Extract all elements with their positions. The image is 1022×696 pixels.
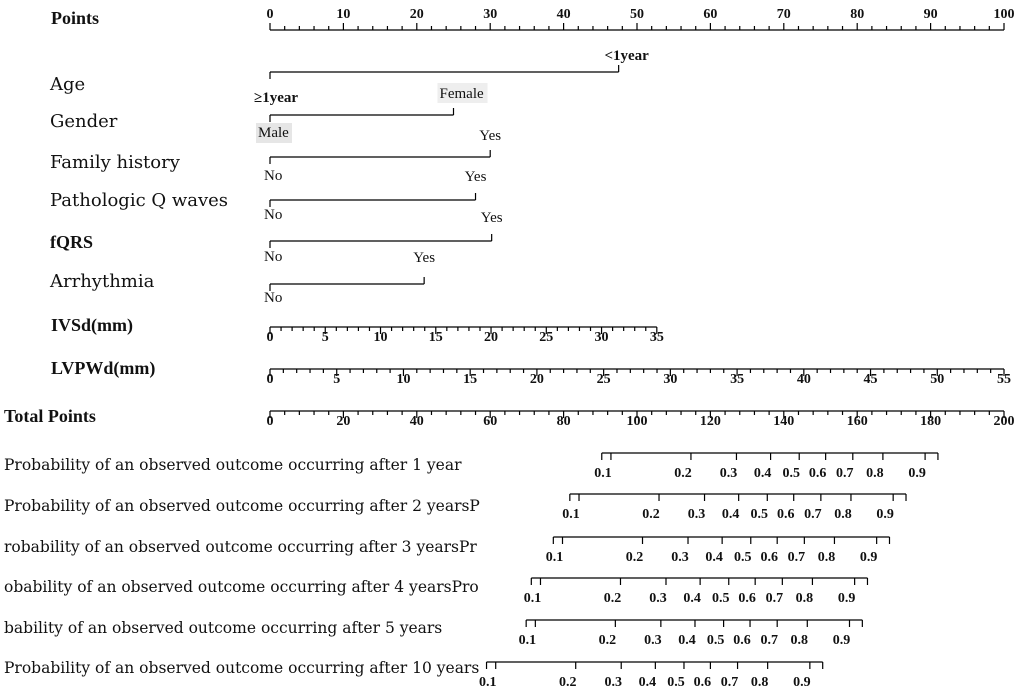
lvpwd-tick-label: 45 bbox=[863, 372, 878, 387]
prob-axis-5-tick-label: 0.6 bbox=[733, 633, 751, 648]
prob-axis-2-tick-label: 0.9 bbox=[876, 507, 894, 522]
prob-label-5y: bability of an observed outcome occurring after 5 years bbox=[4, 619, 443, 637]
points-axis bbox=[51, 8, 99, 28]
gender-level-label: Male bbox=[258, 125, 289, 141]
prob-axis-2-tick-label: 0.8 bbox=[834, 507, 852, 522]
prob-axis-5-tick-label: 0.1 bbox=[518, 633, 537, 648]
prob-axis-5-tick-label: 0.2 bbox=[598, 633, 617, 648]
lvpwd-tick-label: 35 bbox=[730, 372, 745, 387]
prob-axis-2-tick-label: 0.4 bbox=[721, 507, 740, 522]
prob-axis-4-tick-label: 0.5 bbox=[712, 591, 730, 606]
total-points-tick-label: 180 bbox=[920, 414, 942, 429]
prob-axis-4-tick-label: 0.7 bbox=[765, 591, 784, 606]
prob-label-10y: Probability of an observed outcome occurring after 10 years bbox=[4, 659, 480, 677]
family-history-level-label: Yes bbox=[479, 128, 502, 144]
prob-axis-6-tick-label: 0.8 bbox=[750, 675, 769, 690]
prob-axis-4-tick-label: 0.6 bbox=[738, 591, 756, 606]
prob-label-3y: robability of an observed outcome occurring after 3 yearsPr bbox=[4, 538, 477, 556]
prob-axis-3-tick-label: 0.6 bbox=[760, 550, 778, 565]
ivsd-tick-label: 20 bbox=[484, 330, 499, 345]
predictor-label-lvpwd: LVPWd(mm) bbox=[51, 358, 156, 378]
arrhythmia-level-label: No bbox=[264, 290, 283, 306]
total-points-title: Total Points bbox=[4, 406, 96, 426]
prob-axis-6-tick-label: 0.5 bbox=[667, 675, 685, 690]
ivsd-tick-label: 15 bbox=[428, 330, 443, 345]
fqrs-level-label: No bbox=[264, 249, 283, 265]
ivsd-tick-label: 10 bbox=[373, 330, 388, 345]
prob-axis-2-tick-label: 0.5 bbox=[750, 507, 769, 522]
points-axis-tick-label: 50 bbox=[630, 7, 644, 22]
points-axis-tick-label: 70 bbox=[776, 7, 791, 22]
prob-axis-6-tick-label: 0.2 bbox=[558, 675, 577, 690]
prob-label-1y: Probability of an observed outcome occurring after 1 year bbox=[4, 456, 462, 474]
prob-axis-2-tick-label: 0.1 bbox=[562, 507, 580, 522]
fqrs-level-label: Yes bbox=[480, 210, 503, 226]
prob-axis-6-tick-label: 0.9 bbox=[793, 675, 811, 690]
prob-axis-1-tick-label: 0.8 bbox=[866, 466, 884, 481]
family-history-level-label: No bbox=[264, 168, 283, 184]
points-axis-tick-label: 0 bbox=[266, 7, 274, 22]
lvpwd-tick-label: 15 bbox=[463, 372, 478, 387]
prob-axis-3-tick-label: 0.8 bbox=[817, 550, 836, 565]
age-level-label: ≥1year bbox=[254, 90, 299, 106]
prob-axis-5-tick-label: 0.4 bbox=[678, 633, 696, 648]
prob-axis-1-tick-label: 0.9 bbox=[908, 466, 926, 481]
probability-labels bbox=[4, 456, 480, 677]
prob-axis-1-tick-label: 0.4 bbox=[753, 466, 772, 481]
prob-axis-4-tick-label: 0.1 bbox=[523, 591, 542, 606]
prob-label-2y: Probability of an observed outcome occurring after 2 yearsP bbox=[4, 497, 480, 515]
points-axis-title: Points bbox=[51, 8, 100, 28]
prob-axis-5-tick-label: 0.7 bbox=[760, 633, 778, 648]
predictor-label-gender: Gender bbox=[50, 111, 118, 132]
prob-axis-3-tick-label: 0.2 bbox=[625, 550, 644, 565]
points-axis-tick-label: 30 bbox=[483, 7, 498, 22]
prob-axis-3-tick-label: 0.5 bbox=[734, 550, 752, 565]
lvpwd-tick-label: 30 bbox=[663, 372, 678, 387]
prob-axis-4-tick-label: 0.3 bbox=[649, 591, 667, 606]
total-points-tick-label: 160 bbox=[846, 414, 868, 429]
prob-axis-4-tick-label: 0.4 bbox=[683, 591, 701, 606]
lvpwd-tick-label: 25 bbox=[596, 372, 611, 387]
lvpwd-tick-label: 40 bbox=[796, 372, 811, 387]
gender-level-label: Female bbox=[439, 86, 484, 102]
total-points-tick-label: 120 bbox=[699, 414, 721, 429]
pathologic-q-waves-level-label: Yes bbox=[464, 169, 487, 185]
prob-axis-1-tick-label: 0.1 bbox=[594, 466, 612, 481]
points-axis-tick-label: 80 bbox=[850, 7, 865, 22]
ivsd-tick-label: 0 bbox=[266, 330, 274, 345]
prob-axis-2-tick-label: 0.6 bbox=[776, 507, 795, 522]
age-level-label: <1year bbox=[604, 48, 649, 64]
prob-axis-5-tick-label: 0.5 bbox=[706, 633, 725, 648]
prob-axis-6-tick-label: 0.7 bbox=[720, 675, 739, 690]
total-points-tick-label: 80 bbox=[556, 414, 571, 429]
lvpwd-tick-label: 20 bbox=[529, 372, 544, 387]
prob-axis-3-tick-label: 0.9 bbox=[859, 550, 878, 565]
ivsd-tick-label: 35 bbox=[649, 330, 664, 345]
predictor-labels bbox=[49, 74, 228, 379]
prob-axis-3-tick-label: 0.7 bbox=[787, 550, 806, 565]
points-axis-tick-label: 90 bbox=[923, 7, 938, 22]
predictor-label-ivsd: IVSd(mm) bbox=[51, 315, 134, 335]
prob-axis-6-tick-label: 0.4 bbox=[638, 675, 657, 690]
prob-axis-4-tick-label: 0.2 bbox=[603, 591, 622, 606]
total-points-tick-label: 100 bbox=[626, 414, 648, 429]
predictor-label-age: Age bbox=[50, 74, 86, 95]
total-points-tick-label: 60 bbox=[483, 414, 498, 429]
prob-axis-1-tick-label: 0.6 bbox=[808, 466, 827, 481]
prob-axis-3-tick-label: 0.1 bbox=[545, 550, 564, 565]
points-axis-tick-label: 10 bbox=[336, 7, 351, 22]
prob-axis-5-tick-label: 0.9 bbox=[832, 633, 851, 648]
total-points-tick-label: 20 bbox=[336, 414, 351, 429]
points-axis-tick-label: 40 bbox=[556, 7, 571, 22]
prob-axis-6-tick-label: 0.1 bbox=[478, 675, 497, 690]
prob-axis-2-tick-label: 0.3 bbox=[687, 507, 706, 522]
predictor-label-arrhythmia: Arrhythmia bbox=[50, 271, 155, 292]
total-points-tick-label: 40 bbox=[409, 414, 424, 429]
prob-axis-6-tick-label: 0.6 bbox=[693, 675, 712, 690]
pathologic-q-waves-level-label: No bbox=[264, 207, 283, 223]
prob-axis-6-tick-label: 0.3 bbox=[604, 675, 622, 690]
prob-axis-5-tick-label: 0.3 bbox=[644, 633, 662, 648]
arrhythmia-level-label: Yes bbox=[413, 250, 436, 266]
prob-axis-5-tick-label: 0.8 bbox=[790, 633, 809, 648]
predictor-label-fqrs: fQRS bbox=[50, 232, 94, 252]
prob-label-4y: obability of an observed outcome occurring after 4 yearsPro bbox=[4, 578, 479, 596]
points-axis-tick-label: 20 bbox=[409, 7, 424, 22]
prob-axis-1-tick-label: 0.2 bbox=[674, 466, 692, 481]
lvpwd-tick-label: 10 bbox=[396, 372, 411, 387]
total-points-tick-label: 200 bbox=[993, 414, 1015, 429]
ivsd-tick-label: 30 bbox=[594, 330, 609, 345]
lvpwd-tick-label: 0 bbox=[266, 372, 274, 387]
ivsd-tick-label: 25 bbox=[539, 330, 554, 345]
points-axis-tick-label: 60 bbox=[703, 7, 718, 22]
lvpwd-tick-label: 5 bbox=[333, 372, 341, 387]
ivsd-tick-label: 5 bbox=[321, 330, 329, 345]
prob-axis-1-tick-label: 0.5 bbox=[782, 466, 800, 481]
prob-axis-2-tick-label: 0.2 bbox=[642, 507, 660, 522]
prob-axis-3-tick-label: 0.3 bbox=[671, 550, 689, 565]
prob-axis-4-tick-label: 0.8 bbox=[795, 591, 814, 606]
predictor-label-family-history: Family history bbox=[50, 152, 180, 173]
total-points-tick-label: 140 bbox=[773, 414, 795, 429]
prob-axis-1-tick-label: 0.7 bbox=[836, 466, 854, 481]
total-points-tick-label: 0 bbox=[266, 414, 274, 429]
lvpwd-tick-label: 50 bbox=[930, 372, 945, 387]
prob-axis-2-tick-label: 0.7 bbox=[804, 507, 822, 522]
predictor-label-pathologic-q-waves: Pathologic Q waves bbox=[50, 190, 229, 211]
points-axis-tick-label: 100 bbox=[993, 7, 1015, 22]
prob-axis-1-tick-label: 0.3 bbox=[719, 466, 738, 481]
lvpwd-tick-label: 55 bbox=[997, 372, 1011, 387]
prob-axis-3-tick-label: 0.4 bbox=[705, 550, 723, 565]
prob-axis-4-tick-label: 0.9 bbox=[837, 591, 856, 606]
